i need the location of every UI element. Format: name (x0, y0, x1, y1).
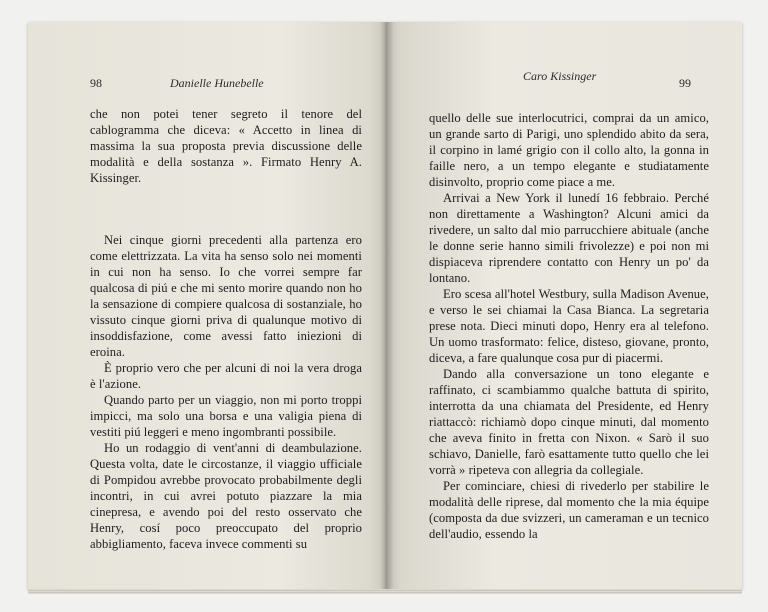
paragraph: Nei cinque giorni precedenti alla partenza ero come elettrizzata. La vita ha senso solo nei momenti in cui non ha senso. Io che vorrei sempre far qualcosa di piú e che mi sento morire quando non ho la sensazione di compiere qualcosa di sostanziale, ho vissuto cinque giorni priva di qualunque motivo di insoddisfazione, come avessi fatto iniezioni di eroina. (90, 233, 362, 359)
open-book (28, 22, 742, 590)
paragraph: Ho un rodaggio di vent'anni di deambulazione. Questa volta, date le circostanze, il viaggio ufficiale di Pompidou avrebbe provocato probabilmente degli incontri, in cui avrei potuto piazzare la mia cinepresa, e avendo poi del resto osservato che Henry, cosí poco preoccupato del proprio abbigliamento, faceva invece commenti su (90, 441, 362, 551)
paragraph: Arrivai a New York il lunedí 16 febbraio. Perché non direttamente a Washington? Alcuni amici da rivedere, un salto dal mio parrucchiere abituale (anche le donne serie hanno simili frivolezze) e poi non mi dispiaceva riprendere contatto con Henry un po' da lontano. (429, 191, 709, 285)
paragraph: che non potei tener segreto il tenore del cablogramma che diceva: « Accetto in linea di massima la sua proposta previa discussione delle modalità e della sostanza ». Firmato Henry A. Kissinger. (90, 107, 362, 185)
page-edges (28, 589, 742, 594)
left-running-head: Danielle Hunebelle (170, 76, 264, 90)
paragraph: Quando parto per un viaggio, non mi porto troppi impicci, ma solo una borsa e una valigia piena di vestiti piú leggeri e meno ingombranti possibile. (90, 393, 362, 439)
paragraph: Ero scesa all'hotel Westbury, sulla Madison Avenue, e verso le sei chiamai la Casa Bianca. La segretaria prese nota. Dieci minuti dopo, Henry era al telefono. Un uomo trasformato: felice, disteso, giovane, pronto, diceva, a fare qualunque cosa pur di piacermi. (429, 287, 709, 365)
paragraph: È proprio vero che per alcuni di noi la vera droga è l'azione. (90, 361, 362, 391)
paragraph: Per cominciare, chiesi di rivederlo per stabilire le modalità delle riprese, dal momento che la mia équipe (composta da due svizzeri, un cameraman e un tecnico dell'audio, essendo la (429, 479, 709, 541)
right-page-number: 99 (679, 76, 691, 90)
right-page-text (429, 110, 709, 542)
right-page (387, 22, 742, 590)
book-gutter (380, 22, 394, 590)
right-running-head: Caro Kissinger (523, 69, 597, 83)
paragraph: quello delle sue interlocutrici, comprai da un amico, un grande sarto di Parigi, uno splendido abito da sera, il corpino in lamé grigio con il collo alto, la gonna in faille nero, a un tempo elegante e studiatamente disinvolto, proprio come piace a me. (429, 111, 709, 189)
left-page-number: 98 (90, 76, 102, 90)
left-page-text (90, 106, 362, 552)
left-page (28, 22, 387, 590)
paragraph: Dando alla conversazione un tono elegante e raffinato, ci scambiammo qualche battuta di spirito, interrotta da una chiamata del Presidente, ed Henry riattaccò: richiamò dopo cinque minuti, dal momento che aveva finito in fretta con Nixon. « Sarò il suo schiavo, Danielle, farò esattamente tutto quello che lei vorrà » ripeteva con allegria da collegiale. (429, 367, 709, 477)
